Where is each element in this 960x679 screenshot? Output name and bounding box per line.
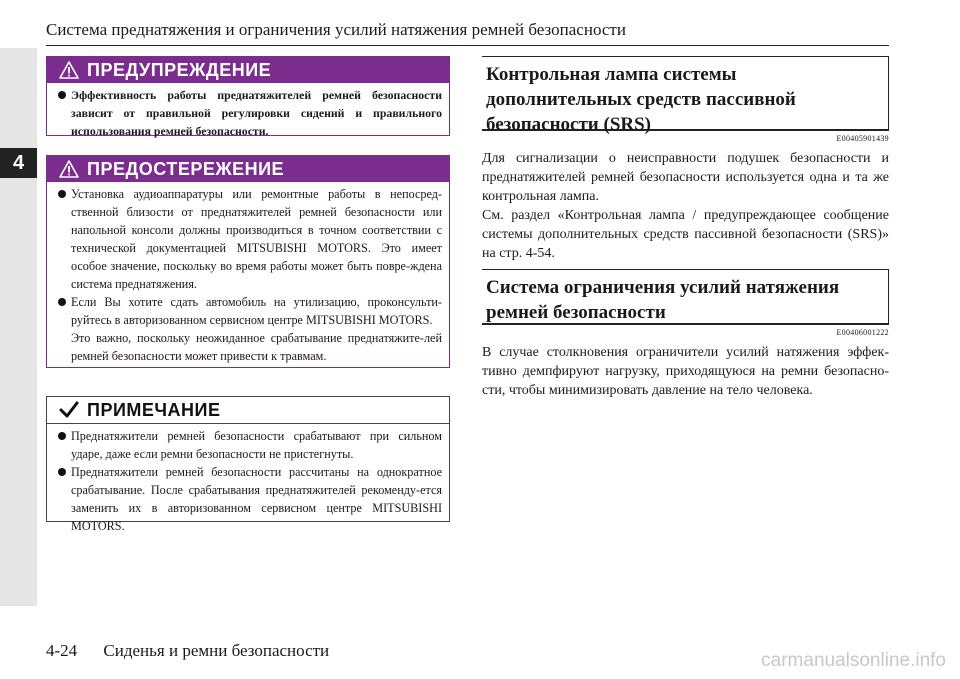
caution-sub-paragraph: Это важно, поскольку неожиданное срабатывание преднатяжите-лей ремней безопасности может привести к травмам. bbox=[71, 331, 442, 363]
caution-item: Если Вы хотите сдать автомобиль на утилизацию, проконсульти-руйтесь в авторизованном сервисном центре MITSUBISHI MOTORS. bbox=[57, 293, 442, 329]
section-heading-srs: Контрольная лампа системы дополнительных средств пассивной безопасности (SRS) bbox=[482, 56, 889, 131]
caution-triangle-icon bbox=[59, 160, 79, 178]
srs-reference-paragraph: См. раздел «Контрольная лампа / предупреждающее сообщение системы дополнительных средств пассивной безопасности (SRS)» на стр. 4-54. bbox=[482, 208, 889, 261]
caution-heading bbox=[47, 156, 449, 182]
section-heading-limiter: Система ограничения усилий натяжения ремней безопасности bbox=[482, 269, 889, 325]
note-heading bbox=[47, 397, 449, 424]
caution-heading-label: ПРЕДОСТЕРЕЖЕНИЕ bbox=[87, 159, 285, 179]
warning-heading bbox=[47, 57, 449, 83]
checkmark-icon bbox=[59, 401, 79, 419]
note-box bbox=[46, 396, 450, 533]
warning-box bbox=[46, 56, 450, 136]
warning-triangle-icon bbox=[59, 61, 79, 79]
footer-chapter-title: Сиденья и ремни безопасности bbox=[103, 641, 330, 660]
caution-item: Установка аудиоаппаратуры или ремонтные работы в непосред-ственной близости от преднатяжителей ремней безопасности или напольной консоли должны производиться в точном соответствии с технической документацией MITSUBISHI MOTORS. Это имеет особое значение, поскольку во время работы может быть повре-ждена система преднатяжения. bbox=[57, 185, 442, 293]
warning-item: Эффективность работы преднатяжителей ремней безопасности зависит от правильной регулировки сидений и правильного использования ремней безопасности. bbox=[57, 86, 442, 140]
note-heading-label: ПРИМЕЧАНИЕ bbox=[87, 400, 221, 420]
note-item: Преднатяжители ремней безопасности срабатывают при сильном ударе, даже если ремни безопасности не пристегнуты. bbox=[57, 427, 442, 463]
section-code-srs: E00405901439 bbox=[836, 134, 889, 143]
chapter-side-tab bbox=[0, 48, 37, 606]
srs-paragraph: Для сигнализации о неисправности подушек безопасности и преднатяжителей ремней безопасности используется одна и та же контрольная лампа. bbox=[482, 151, 889, 204]
page-footer bbox=[46, 641, 329, 661]
chapter-number: 4 bbox=[0, 148, 37, 178]
watermark: carmanualsonline.info bbox=[761, 650, 946, 671]
page-number: 4-24 bbox=[46, 641, 78, 660]
warning-heading-label: ПРЕДУПРЕЖДЕНИЕ bbox=[87, 60, 272, 80]
caution-box bbox=[46, 155, 450, 368]
page-header-title: Система преднатяжения и ограничения усилий натяжения ремней безопасности bbox=[46, 20, 626, 39]
limiter-paragraph: В случае столкновения ограничители усилий натяжения эффек-тивно демпфируют нагрузку, приходящуюся на ремни безопасно-сти, чтобы минимизировать давление на тело человека. bbox=[482, 345, 889, 398]
note-item: Преднатяжители ремней безопасности рассчитаны на однократное срабатывание. После срабатывания преднатяжителей рекоменду-ется заменить их в авторизованном сервисном центре MITSUBISHI MOTORS. bbox=[57, 463, 442, 535]
section-code-limiter: E00406001222 bbox=[836, 328, 889, 337]
header-rule bbox=[46, 45, 889, 46]
